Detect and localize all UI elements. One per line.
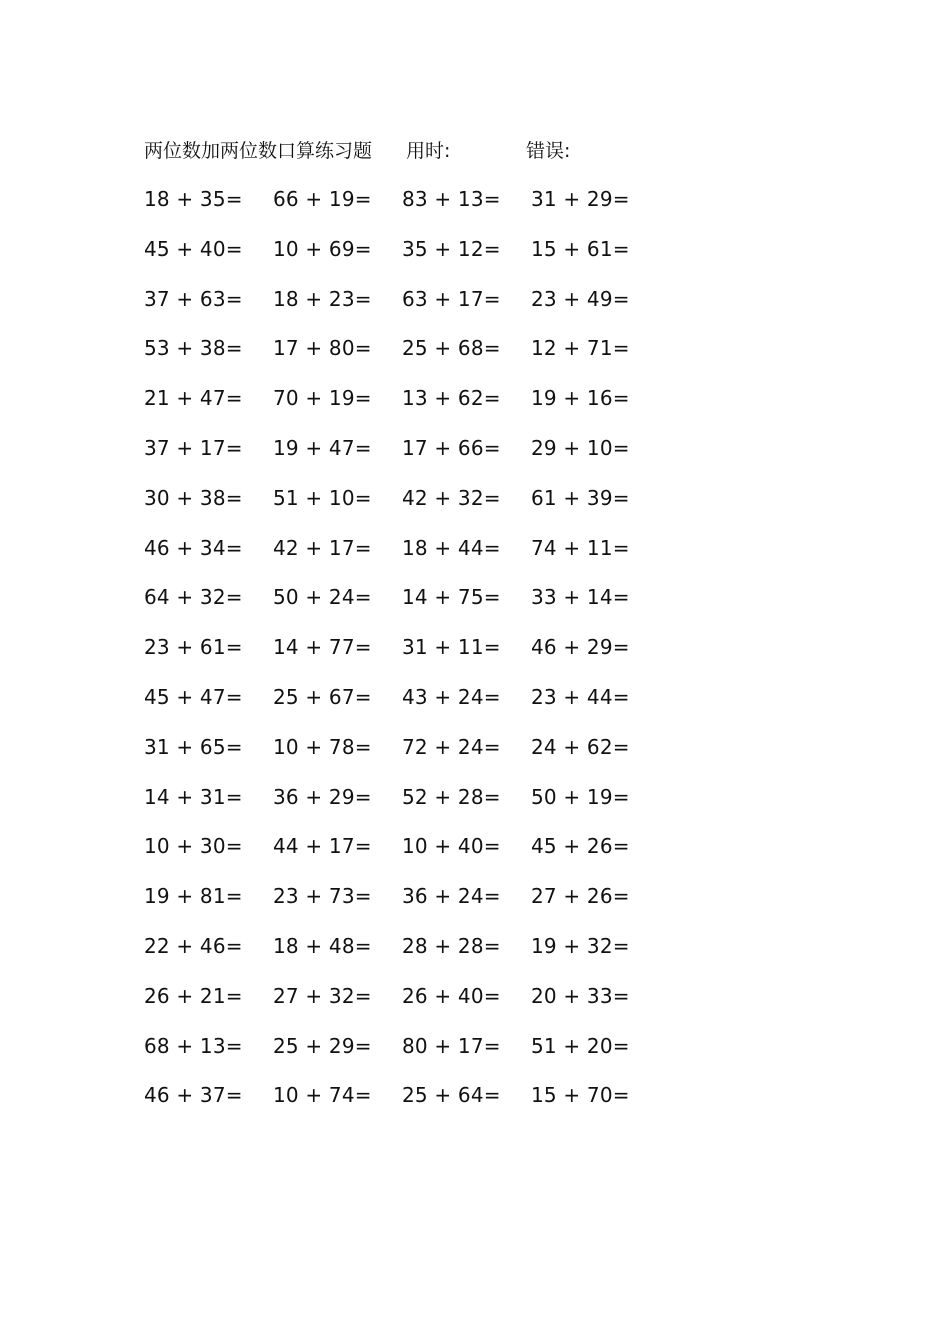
problem-item: 26 + 40= <box>402 983 501 1008</box>
problem-item: 63 + 17= <box>402 286 501 311</box>
problem-item: 18 + 23= <box>273 286 372 311</box>
problem-item: 13 + 62= <box>402 386 501 411</box>
problem-item: 12 + 71= <box>531 336 630 361</box>
problem-item: 33 + 14= <box>531 585 630 610</box>
problem-item: 25 + 68= <box>402 336 501 361</box>
worksheet-title: 两位数加两位数口算练习题 <box>144 140 373 162</box>
problem-grid <box>144 184 664 1130</box>
problem-item: 19 + 81= <box>144 884 243 909</box>
problem-item: 28 + 28= <box>402 933 501 958</box>
problem-item: 36 + 29= <box>273 784 372 809</box>
problem-item: 30 + 38= <box>144 485 243 510</box>
time-label: 用时: <box>406 140 451 162</box>
problem-item: 14 + 31= <box>144 784 243 809</box>
problem-item: 46 + 37= <box>144 1083 243 1108</box>
problem-item: 51 + 20= <box>531 1033 630 1058</box>
problem-item: 45 + 47= <box>144 684 243 709</box>
problem-item: 70 + 19= <box>273 386 372 411</box>
problem-item: 19 + 32= <box>531 933 630 958</box>
problem-item: 23 + 73= <box>273 884 372 909</box>
problem-item: 51 + 10= <box>273 485 372 510</box>
problem-item: 10 + 74= <box>273 1083 372 1108</box>
problem-item: 31 + 29= <box>531 187 630 211</box>
problem-item: 21 + 47= <box>144 386 243 411</box>
problem-item: 50 + 19= <box>531 784 630 809</box>
worksheet-header <box>0 136 950 166</box>
problem-item: 17 + 80= <box>273 336 372 361</box>
problem-item: 66 + 19= <box>273 187 372 211</box>
problem-item: 50 + 24= <box>273 585 372 610</box>
problem-item: 26 + 21= <box>144 983 243 1008</box>
problem-item: 14 + 77= <box>273 635 372 660</box>
problem-item: 25 + 64= <box>402 1083 501 1108</box>
problem-item: 15 + 61= <box>531 236 630 261</box>
problem-item: 27 + 26= <box>531 884 630 909</box>
problem-item: 10 + 69= <box>273 236 372 261</box>
problem-item: 19 + 47= <box>273 435 372 460</box>
problem-item: 31 + 11= <box>402 635 501 660</box>
problem-item: 27 + 32= <box>273 983 372 1008</box>
problem-item: 18 + 35= <box>144 187 243 211</box>
problem-item: 25 + 29= <box>273 1033 372 1058</box>
problem-item: 46 + 29= <box>531 635 630 660</box>
problem-item: 35 + 12= <box>402 236 501 261</box>
problem-item: 22 + 46= <box>144 933 243 958</box>
problem-item: 17 + 66= <box>402 435 501 460</box>
problem-item: 53 + 38= <box>144 336 243 361</box>
problem-item: 83 + 13= <box>402 187 501 211</box>
problem-item: 44 + 17= <box>273 834 372 859</box>
problem-item: 80 + 17= <box>402 1033 501 1058</box>
problem-item: 68 + 13= <box>144 1033 243 1058</box>
problem-item: 46 + 34= <box>144 535 243 560</box>
problem-item: 64 + 32= <box>144 585 243 610</box>
problem-item: 45 + 26= <box>531 834 630 859</box>
problem-item: 74 + 11= <box>531 535 630 560</box>
problem-item: 37 + 63= <box>144 286 243 311</box>
problem-item: 37 + 17= <box>144 435 243 460</box>
problem-item: 45 + 40= <box>144 236 243 261</box>
problem-item: 31 + 65= <box>144 734 243 759</box>
problem-item: 18 + 44= <box>402 535 501 560</box>
problem-item: 10 + 30= <box>144 834 243 859</box>
problem-item: 15 + 70= <box>531 1083 630 1108</box>
problem-item: 72 + 24= <box>402 734 501 759</box>
problem-item: 23 + 61= <box>144 635 243 660</box>
problem-item: 25 + 67= <box>273 684 372 709</box>
problem-item: 18 + 48= <box>273 933 372 958</box>
error-label: 错误: <box>526 140 571 162</box>
problem-item: 23 + 44= <box>531 684 630 709</box>
problem-item: 42 + 17= <box>273 535 372 560</box>
problem-item: 19 + 16= <box>531 386 630 411</box>
problem-item: 24 + 62= <box>531 734 630 759</box>
problem-item: 10 + 40= <box>402 834 501 859</box>
problem-item: 10 + 78= <box>273 734 372 759</box>
problem-item: 42 + 32= <box>402 485 501 510</box>
problem-item: 52 + 28= <box>402 784 501 809</box>
problem-item: 14 + 75= <box>402 585 501 610</box>
problem-item: 29 + 10= <box>531 435 630 460</box>
problem-item: 36 + 24= <box>402 884 501 909</box>
problem-item: 61 + 39= <box>531 485 630 510</box>
problem-item: 20 + 33= <box>531 983 630 1008</box>
problem-item: 23 + 49= <box>531 286 630 311</box>
problem-item: 43 + 24= <box>402 684 501 709</box>
